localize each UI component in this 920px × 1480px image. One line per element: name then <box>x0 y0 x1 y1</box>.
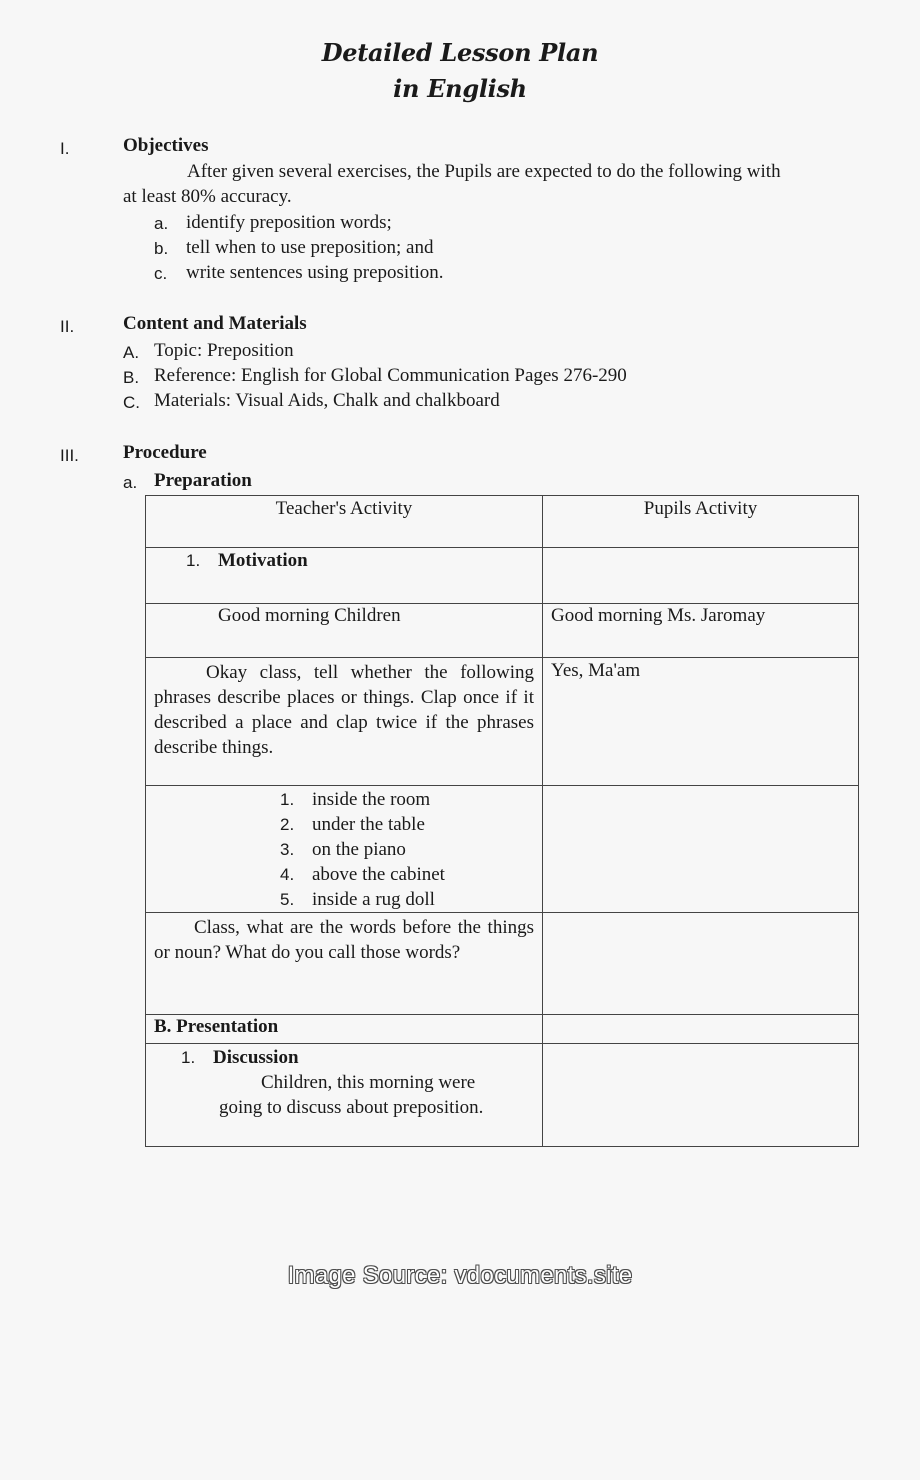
empty-cell <box>543 1044 859 1147</box>
section-numeral-procedure: III. <box>60 446 79 465</box>
motivation-label: Motivation <box>218 550 308 571</box>
teacher-question: Class, what are the words before the things or noun? What do you call those words? <box>146 913 543 1015</box>
teacher-greeting: Good morning Children <box>146 604 543 658</box>
discussion-line1: Children, this morning were <box>261 1072 476 1093</box>
phrase-text: inside the room <box>312 789 431 810</box>
motivation-number: 1. <box>186 551 201 570</box>
phrases-list <box>146 786 543 913</box>
list-number: 5. <box>280 890 295 909</box>
section-numeral-objectives: I. <box>60 139 70 158</box>
table-row <box>146 548 859 604</box>
presentation-heading: B. Presentation <box>146 1015 543 1044</box>
discussion-line2: going to discuss about preposition. <box>219 1097 484 1118</box>
empty-cell <box>543 1015 859 1044</box>
list-item <box>280 837 534 862</box>
document-title: Detailed Lesson Plan <box>321 38 599 67</box>
content-heading: Content and Materials <box>123 313 307 334</box>
phrase-text: above the cabinet <box>312 864 445 885</box>
objective-marker-a: a. <box>154 214 169 233</box>
activity-table <box>145 495 859 1147</box>
objective-marker-c: c. <box>154 264 168 283</box>
content-item-materials: Materials: Visual Aids, Chalk and chalkboard <box>154 390 500 411</box>
motivation-cell <box>146 548 543 604</box>
table-row <box>146 604 859 658</box>
list-item <box>280 787 534 812</box>
document-subtitle: in English <box>393 74 527 103</box>
content-marker-c: C. <box>123 393 140 412</box>
image-source-watermark: Image Source: vdocuments.site <box>287 1262 633 1289</box>
list-number: 1. <box>280 790 295 809</box>
objective-marker-b: b. <box>154 239 169 258</box>
objective-item-a: identify preposition words; <box>186 212 392 233</box>
content-marker-a: A. <box>123 343 140 362</box>
objectives-intro-line1: After given several exercises, the Pupils are expected to do the following with <box>187 161 781 182</box>
empty-cell <box>543 548 859 604</box>
list-item <box>280 887 534 912</box>
empty-cell <box>543 913 859 1015</box>
objectives-heading: Objectives <box>123 135 209 156</box>
discussion-number: 1. <box>181 1048 196 1067</box>
section-numeral-content: II. <box>60 317 75 336</box>
table-row <box>146 658 859 786</box>
list-number: 3. <box>280 840 295 859</box>
procedure-heading: Procedure <box>123 442 207 463</box>
preparation-heading: Preparation <box>154 470 252 491</box>
header-pupils-activity: Pupils Activity <box>543 496 859 548</box>
empty-cell <box>543 786 859 913</box>
content-item-topic: Topic: Preposition <box>154 340 294 361</box>
table-header-row <box>146 496 859 548</box>
list-item <box>280 862 534 887</box>
list-number: 2. <box>280 815 295 834</box>
discussion-cell <box>146 1044 543 1147</box>
objective-item-b: tell when to use preposition; and <box>186 237 434 258</box>
pupils-greeting: Good morning Ms. Jaromay <box>543 604 859 658</box>
phrase-text: inside a rug doll <box>312 889 435 910</box>
phrase-text: on the piano <box>312 839 406 860</box>
table-row <box>146 1044 859 1147</box>
procedure-sub-marker: a. <box>123 473 138 492</box>
objective-item-c: write sentences using preposition. <box>186 262 444 283</box>
table-row <box>146 786 859 913</box>
content-marker-b: B. <box>123 368 140 387</box>
discussion-label: Discussion <box>213 1047 299 1068</box>
objectives-intro-line2: at least 80% accuracy. <box>123 186 292 207</box>
table-row <box>146 913 859 1015</box>
pupils-response: Yes, Ma'am <box>543 658 859 786</box>
teacher-instruction: Okay class, tell whether the following phrases describe places or things. Clap once if it described a place and clap twice if the phrases describe things. <box>146 658 543 786</box>
list-item <box>280 812 534 837</box>
table-row <box>146 1015 859 1044</box>
header-teacher-activity: Teacher's Activity <box>146 496 543 548</box>
phrase-text: under the table <box>312 814 425 835</box>
list-number: 4. <box>280 865 295 884</box>
content-item-reference: Reference: English for Global Communication Pages 276-290 <box>154 365 627 386</box>
